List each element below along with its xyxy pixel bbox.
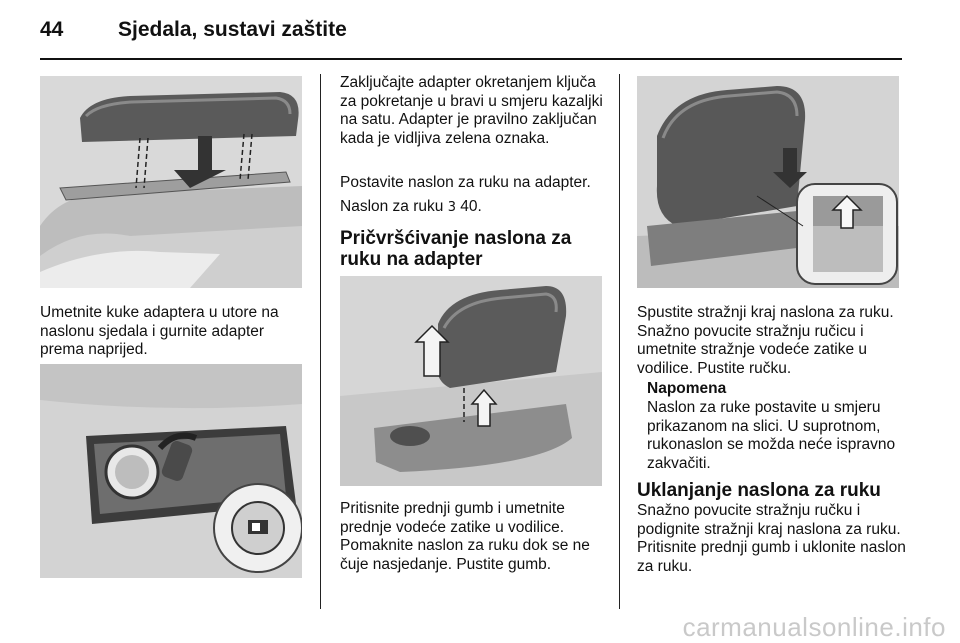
- armrest-reference-page: 40.: [460, 198, 482, 215]
- paragraph-remove-armrest: Snažno povucite stražnju ručku i podignite stražnji kraj naslona za ruku. Pritisnite prednji gumb i uklonite naslon za ruku.: [637, 502, 906, 575]
- watermark: carmanualsonline.info: [682, 612, 946, 642]
- caption-armrest-attach: Pritisnite prednji gumb i umetnite prednje vodeće zatike u vodilice. Pomaknite naslon za ruku dok se ne čuje nasjedanje. Pustite gumb.: [340, 500, 590, 573]
- note-title: Napomena: [647, 380, 727, 397]
- heading-remove-armrest: Uklanjanje naslona za ruku: [637, 480, 881, 501]
- page-reference-arrow: 3: [447, 200, 456, 215]
- figure-adapter-hooks: [40, 76, 302, 288]
- column-separator-2: [619, 74, 620, 609]
- caption-rear-pins: Spustite stražnji kraj naslona za ruku. Snažno povucite stražnju ručicu i umetnite stražnje vodeće zatike u vodilice. Pustite ručku.: [637, 304, 894, 377]
- heading-attach-armrest: Pričvršćivanje naslona za ruku na adapter: [340, 228, 572, 270]
- paragraph-armrest-reference: [340, 198, 606, 218]
- caption-adapter-hooks: Umetnite kuke adaptera u utore na naslonu sjedala i gurnite adapter prema naprijed.: [40, 304, 279, 358]
- page-title: Sjedala, sustavi zaštite: [118, 18, 347, 41]
- figure-key-lock: [40, 364, 302, 578]
- header-rule: [40, 58, 902, 60]
- figure-armrest-attach: [340, 276, 602, 486]
- armrest-reference-text: Naslon za ruku: [340, 198, 444, 215]
- column-separator-1: [320, 74, 321, 609]
- note-text: Naslon za ruke postavite u smjeru prikazanom na slici. U suprotnom, rukonaslon se možda neće ispravno zakvačiti.: [647, 399, 896, 472]
- paragraph-lock-adapter: Zaključajte adapter okretanjem ključa za pokretanje u bravi u smjeru kazaljki na satu. Adapter je pravilno zaključan kada je vidljiva zelena oznaka.: [340, 74, 603, 147]
- page-number: 44: [40, 18, 64, 41]
- figure-rear-pins: [637, 76, 899, 288]
- paragraph-place-armrest: Postavite naslon za ruku na adapter.: [340, 174, 591, 191]
